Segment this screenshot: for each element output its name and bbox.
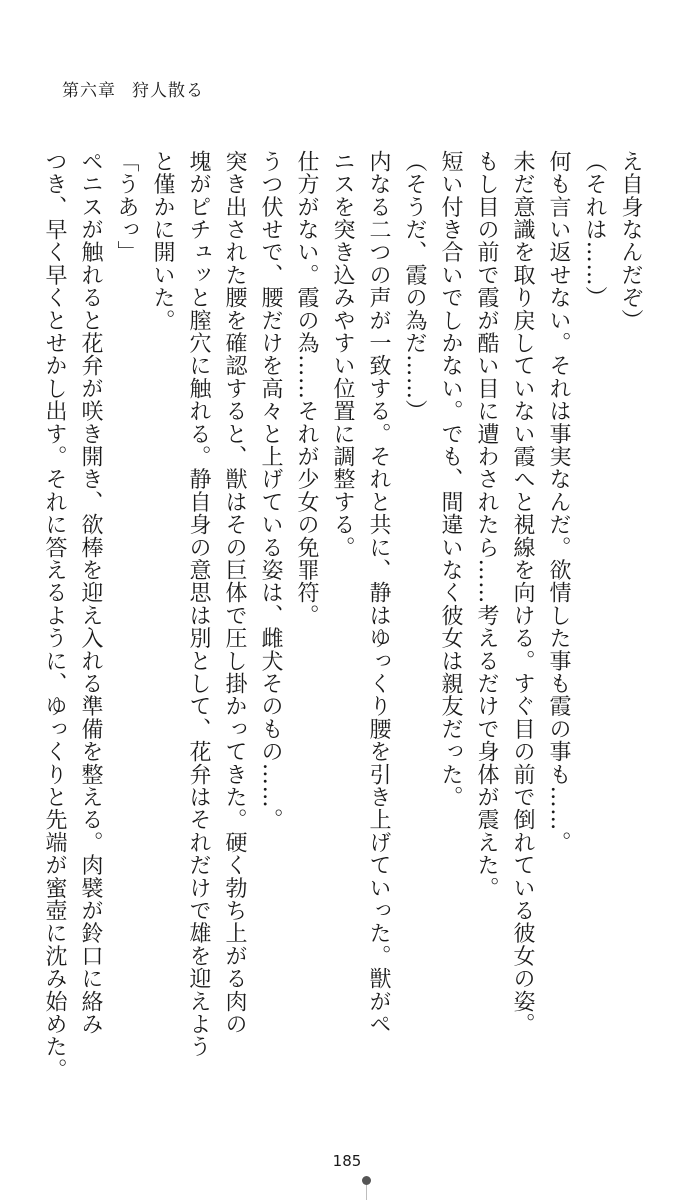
text-line: 何も言い返せない。それは事実なんだ。欲情した事も霞の事も……。	[546, 150, 571, 854]
text-line: 「うあっ」	[114, 150, 139, 264]
text-line: 塊がピチュッと膣穴に触れる。静自身の意思は別として、花弁はそれだけで雄を迎えよう	[186, 150, 211, 1058]
text-line: と僅かに開いた。	[150, 150, 175, 332]
page-number: 185	[332, 1152, 362, 1170]
text-line: つき、早く早くとせかし出す。それに答えるように、ゆっくりと先端が蜜壺に沈み始めた。	[42, 150, 67, 1081]
text-line: （そうだ、霞の為だ……）	[402, 150, 427, 423]
text-line: もし目の前で霞が酷い目に遭わされたら……考えるだけで身体が震えた。	[474, 150, 499, 900]
chapter-title: 狩人散る	[132, 81, 204, 101]
chapter-label: 第六章	[62, 81, 116, 101]
text-line: 仕方がない。霞の為……それが少女の免罪符。	[294, 150, 319, 627]
text-line: （それは……）	[582, 150, 607, 309]
text-line: 内なる二つの声が一致する。それと共に、静はゆっくり腰を引き上げていった。獣がペ	[366, 150, 391, 1036]
vertical-body-text	[42, 150, 648, 1081]
text-line: え自身なんだぞ）	[618, 150, 643, 332]
page-marker-dot	[362, 1176, 371, 1185]
text-line: うつ伏せで、腰だけを高々と上げている姿は、雌犬そのもの……。	[258, 150, 283, 831]
text-line: 短い付き合いでしかない。でも、間違いなく彼女は親友だった。	[438, 150, 463, 809]
page-marker-line	[366, 1185, 367, 1200]
text-line: ニスを突き込みやすい位置に調整する。	[330, 150, 355, 559]
text-line: 未だ意識を取り戻していない霞へと視線を向ける。すぐ目の前で倒れている彼女の姿。	[510, 150, 535, 1036]
text-line: 突き出された腰を確認すると、獣はその巨体で圧し掛かってきた。硬く勃ち上がる肉の	[222, 150, 247, 1036]
text-line: ペニスが触れると花弁が咲き開き、欲棒を迎え入れる準備を整える。肉襞が鈴口に絡み	[78, 150, 103, 1036]
running-header	[62, 76, 204, 101]
